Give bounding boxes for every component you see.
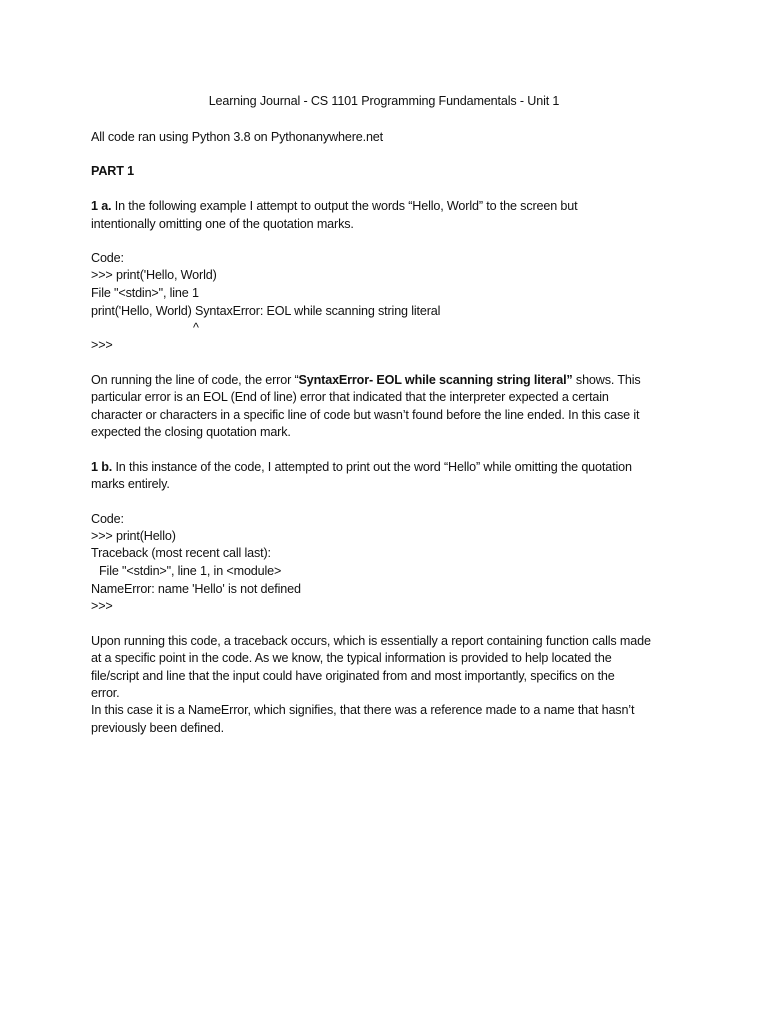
question-1b-line-2: marks entirely. [91,477,170,491]
code-line: File "<stdin>", line 1 [91,286,199,300]
code-line: >>> print(Hello) [91,529,176,543]
explanation-1b-line: In this case it is a NameError, which signifies, that there was a reference made to a name that hasn’t [91,703,635,717]
code-line: print('Hello, World) SyntaxError: EOL while scanning string literal [91,304,441,318]
code-line: >>> print('Hello, World) [91,268,217,282]
question-1a-line-1 [91,199,577,214]
explanation-1b-line: error. [91,686,120,700]
question-1b-line-1 [91,460,632,475]
code-line: Traceback (most recent call last): [91,546,271,560]
explanation-1b-line: file/script and line that the input could have originated from and most importantly, specifics on the [91,669,615,683]
question-1a-number: 1 a. [91,199,112,213]
explanation-1a-line-1 [91,373,641,388]
explanation-1a-line-2: particular error is an EOL (End of line) error that indicated that the interpreter expected a certain [91,390,609,404]
intro-line: All code ran using Python 3.8 on Pythonanywhere.net [91,130,383,144]
question-1b-number: 1 b. [91,460,113,474]
explanation-1b-line: previously been defined. [91,721,224,735]
code-line: File "<stdin>", line 1, in <module> [99,564,282,578]
explanation-1b-line: Upon running this code, a traceback occurs, which is essentially a report containing function calls made [91,634,651,648]
code-label-1a: Code: [91,251,124,265]
explanation-1a-text-c: shows. This [572,373,641,387]
code-line: NameError: name 'Hello' is not defined [91,582,301,596]
code-caret: ^ [193,321,199,335]
explanation-1a-text-a: On running the line of code, the error “ [91,373,299,387]
part-heading: PART 1 [91,164,134,178]
explanation-1a-error-name: SyntaxError- EOL while scanning string literal” [298,373,573,387]
code-label-1b: Code: [91,512,124,526]
question-1a-line-2: intentionally omitting one of the quotation marks. [91,217,354,231]
document-title: Learning Journal - CS 1101 Programming Fundamentals - Unit 1 [208,94,560,108]
explanation-1a-line-3: character or characters in a specific line of code but wasn’t found before the line ended. In this case it [91,408,640,422]
question-1a-text-1: In the following example I attempt to output the words “Hello, World” to the screen but [111,199,578,213]
explanation-1b-line: at a specific point in the code. As we know, the typical information is provided to help located the [91,651,612,665]
explanation-1a-line-4: expected the closing quotation mark. [91,425,291,439]
code-line: >>> [91,599,113,613]
code-line: >>> [91,338,113,352]
question-1b-text-1: In this instance of the code, I attempted to print out the word “Hello” while omitting the quotation [112,460,632,474]
